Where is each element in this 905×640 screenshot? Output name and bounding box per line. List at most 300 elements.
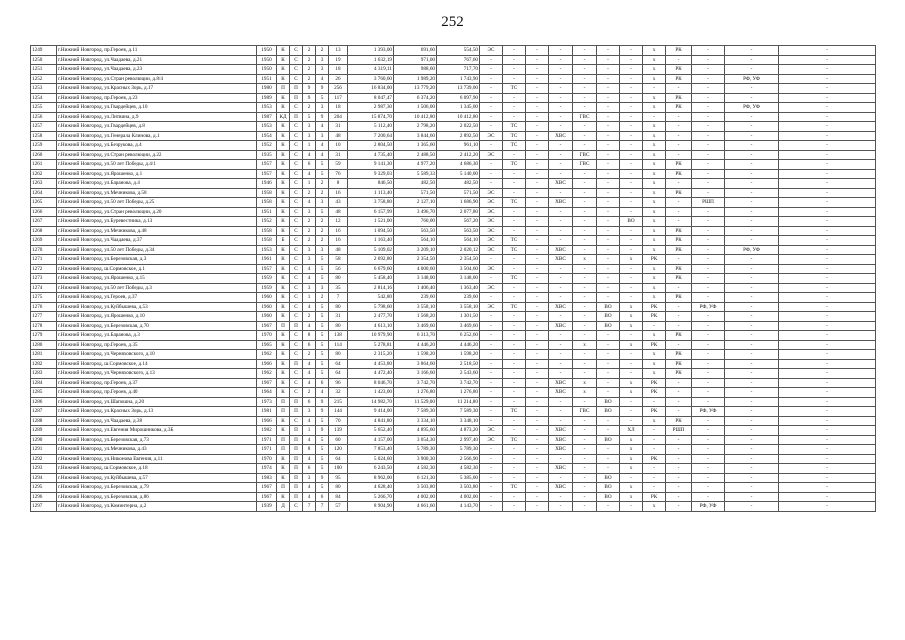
table-row <box>31 312 876 322</box>
table-cell: - <box>503 55 526 65</box>
table-cell: ХВС <box>549 388 573 398</box>
table-cell: - <box>725 293 779 303</box>
table-cell: - <box>597 283 620 293</box>
table-cell: 1950 <box>257 65 277 75</box>
table-cell: - <box>480 397 503 407</box>
table-cell: П <box>290 464 303 474</box>
table-cell: 14 982,70 <box>348 397 394 407</box>
table-cell: 3 054,30 <box>394 435 437 445</box>
table-cell: 4 <box>316 74 329 84</box>
table-cell: 1257 <box>31 122 57 132</box>
table-cell: - <box>526 407 549 417</box>
table-cell: ТС <box>503 131 526 141</box>
table-cell: 2 <box>303 74 316 84</box>
table-cell: К <box>277 378 290 388</box>
table-cell: - <box>666 321 692 331</box>
table-cell: РК <box>643 312 666 322</box>
table-cell: - <box>503 264 526 274</box>
table-cell: К <box>277 293 290 303</box>
table-cell: С <box>290 378 303 388</box>
table-cell: 5 266,70 <box>348 492 394 502</box>
table-cell: - <box>597 502 620 512</box>
table-cell: 2 412,20 <box>437 150 480 160</box>
table-cell: 3 <box>303 122 316 132</box>
table-cell: - <box>692 188 725 198</box>
table-cell: - <box>692 207 725 217</box>
table-cell: - <box>549 103 573 113</box>
table-cell: г.Нижний Новгород, ул.Гвардейцев, д.10 <box>57 103 257 113</box>
table-cell: г.Нижний Новгород, ул.50 лет Победы, д.25 <box>57 198 257 208</box>
table-cell: г.Нижний Новгород, ш.Сормовское, д.1 <box>57 264 257 274</box>
table-cell: - <box>480 483 503 493</box>
table-cell: 11 529,00 <box>394 397 437 407</box>
table-cell: - <box>549 331 573 341</box>
table-cell: - <box>480 416 503 426</box>
table-cell: 4 <box>303 274 316 284</box>
table-cell: С <box>290 207 303 217</box>
table-cell: 2 566,90 <box>437 454 480 464</box>
table-cell: - <box>597 236 620 246</box>
table-cell: г.Нижний Новгород, ул.Черняховского, д.10 <box>57 350 257 360</box>
table-cell: 9 <box>316 397 329 407</box>
table-cell: - <box>480 454 503 464</box>
table-cell: К <box>277 65 290 75</box>
table-cell: ЭС <box>480 131 503 141</box>
table-cell: 2 814,16 <box>348 283 394 293</box>
table-cell: 96 <box>329 378 348 388</box>
table-cell: 5 <box>316 483 329 493</box>
table-cell: - <box>526 274 549 284</box>
table-cell: - <box>526 188 549 198</box>
table-cell: - <box>779 502 876 512</box>
table-cell: - <box>620 283 643 293</box>
table-cell: - <box>779 426 876 436</box>
table-cell: - <box>666 198 692 208</box>
table-cell: 1291 <box>31 445 57 455</box>
table-cell: - <box>526 55 549 65</box>
table-cell: 4 873,20 <box>437 426 480 436</box>
table-cell: ХВС <box>549 378 573 388</box>
table-cell: 1289 <box>31 426 57 436</box>
table-cell: - <box>779 264 876 274</box>
table-cell: 6 097,90 <box>437 93 480 103</box>
table-cell: - <box>549 150 573 160</box>
table-row <box>31 283 876 293</box>
table-cell: 1 989,20 <box>394 74 437 84</box>
table-cell: х <box>643 207 666 217</box>
table-cell: г.Нижний Новгород, ул.Шапошна, д.20 <box>57 397 257 407</box>
table-cell: 9 <box>316 473 329 483</box>
table-cell: - <box>725 502 779 512</box>
table-cell: 1953 <box>257 103 277 113</box>
table-cell: г.Нижний Новгород, ул.Литвина, д.9 <box>57 112 257 122</box>
table-cell: 1 568,20 <box>394 312 437 322</box>
table-cell: - <box>643 464 666 474</box>
table-cell: 48 <box>329 131 348 141</box>
table-cell: - <box>573 74 597 84</box>
table-cell: 1255 <box>31 103 57 113</box>
table-cell: РК <box>666 65 692 75</box>
table-cell: - <box>503 388 526 398</box>
table-cell: 26 <box>329 74 348 84</box>
table-cell: К <box>277 264 290 274</box>
table-cell: - <box>643 397 666 407</box>
table-cell: - <box>692 454 725 464</box>
table-cell: - <box>503 103 526 113</box>
table-cell: - <box>692 331 725 341</box>
table-cell: 3 758,80 <box>348 198 394 208</box>
table-cell: - <box>779 188 876 198</box>
table-cell: 11 214,80 <box>437 397 480 407</box>
table-cell: 1966 <box>257 416 277 426</box>
table-cell: - <box>692 312 725 322</box>
table-cell: - <box>692 426 725 436</box>
table-cell: ХВС <box>549 198 573 208</box>
table-cell: ХВС <box>549 255 573 265</box>
table-cell: - <box>779 207 876 217</box>
table-cell: 3 <box>303 131 316 141</box>
table-cell: П <box>277 435 290 445</box>
table-cell: - <box>526 179 549 189</box>
table-cell: 1960 <box>257 293 277 303</box>
table-cell: ВО <box>597 473 620 483</box>
table-cell: 5 109,02 <box>348 245 394 255</box>
table-cell: 1292 <box>31 454 57 464</box>
table-cell: х <box>643 103 666 113</box>
table-cell: - <box>620 502 643 512</box>
table-cell: - <box>503 454 526 464</box>
table-cell: - <box>779 340 876 350</box>
table-cell: - <box>526 445 549 455</box>
table-cell: - <box>597 464 620 474</box>
table-cell: - <box>725 407 779 417</box>
table-cell: - <box>620 359 643 369</box>
table-cell: - <box>597 122 620 132</box>
table-cell: ЭС <box>480 245 503 255</box>
table-cell: К <box>277 169 290 179</box>
table-cell: ЭС <box>480 198 503 208</box>
table-cell: С <box>290 264 303 274</box>
table-cell: - <box>480 169 503 179</box>
table-cell: К <box>277 454 290 464</box>
table-cell: 56 <box>329 264 348 274</box>
table-cell: - <box>526 397 549 407</box>
table-cell: х <box>620 445 643 455</box>
table-cell: - <box>620 150 643 160</box>
table-cell: х <box>643 359 666 369</box>
table-cell: - <box>526 359 549 369</box>
table-cell: - <box>480 473 503 483</box>
table-cell: - <box>573 84 597 94</box>
table-cell: 4 <box>316 150 329 160</box>
table-row <box>31 416 876 426</box>
table-cell: - <box>549 65 573 75</box>
table-cell: 6 <box>303 160 316 170</box>
table-cell: 1282 <box>31 359 57 369</box>
table-cell: - <box>725 359 779 369</box>
table-cell: ВО <box>597 312 620 322</box>
table-cell: ХВС <box>549 131 573 141</box>
table-cell: 1274 <box>31 283 57 293</box>
table-cell: - <box>643 426 666 436</box>
table-cell: П <box>290 435 303 445</box>
table-cell: 7 853,40 <box>348 445 394 455</box>
table-cell: 16 <box>329 226 348 236</box>
table-cell: 3 742,70 <box>437 378 480 388</box>
table-cell: 1946 <box>257 179 277 189</box>
table-cell: П <box>290 407 303 417</box>
table-cell: 5 <box>316 312 329 322</box>
table-cell: 1 406,40 <box>394 283 437 293</box>
table-cell: - <box>666 55 692 65</box>
table-cell: - <box>620 141 643 151</box>
table-cell: - <box>573 179 597 189</box>
table-cell: 846,50 <box>348 179 394 189</box>
table-cell: 64 <box>329 454 348 464</box>
table-cell: С <box>290 131 303 141</box>
table-cell: Б <box>277 236 290 246</box>
table-cell: - <box>480 312 503 322</box>
table-cell: - <box>480 492 503 502</box>
table-cell: 1962 <box>257 369 277 379</box>
table-cell: 2 022,50 <box>437 122 480 132</box>
table-cell: г.Нижний Новгород, пр.Героев, д.23 <box>57 93 257 103</box>
table-cell: - <box>549 74 573 84</box>
table-cell: ТС <box>503 236 526 246</box>
table-cell: - <box>597 93 620 103</box>
table-cell: 1971 <box>257 435 277 445</box>
table-cell: К <box>277 131 290 141</box>
table-cell: П <box>290 84 303 94</box>
table-cell: 4 686,30 <box>437 160 480 170</box>
table-cell: - <box>725 169 779 179</box>
table-cell: - <box>779 435 876 445</box>
table-cell: 961,10 <box>437 141 480 151</box>
table-cell: - <box>692 473 725 483</box>
table-cell: 5 <box>316 264 329 274</box>
table-cell: 84 <box>329 492 348 502</box>
table-cell: х <box>643 150 666 160</box>
table-cell: 1 276,80 <box>437 388 480 398</box>
table-cell: 9 <box>303 84 316 94</box>
table-cell: 971,00 <box>394 55 437 65</box>
table-row <box>31 293 876 303</box>
table-row <box>31 84 876 94</box>
table-cell: - <box>692 264 725 274</box>
table-cell: РК <box>643 388 666 398</box>
table-cell: 6 <box>316 492 329 502</box>
table-cell: - <box>779 217 876 227</box>
table-cell: - <box>503 426 526 436</box>
table-cell: - <box>666 473 692 483</box>
table-cell: 9 <box>316 112 329 122</box>
table-cell: - <box>620 236 643 246</box>
table-cell: П <box>290 321 303 331</box>
table-cell: 3 <box>303 255 316 265</box>
table-cell: РШП <box>666 426 692 436</box>
table-cell: ВО <box>620 217 643 227</box>
table-cell: х <box>643 160 666 170</box>
table-cell: - <box>666 407 692 417</box>
table-cell: 3 503,80 <box>437 483 480 493</box>
table-cell: 2 488,50 <box>394 150 437 160</box>
table-cell: - <box>779 93 876 103</box>
table-cell: РК <box>666 274 692 284</box>
table-cell: - <box>725 483 779 493</box>
table-row <box>31 226 876 236</box>
table-cell: 144 <box>329 407 348 417</box>
table-cell: - <box>480 502 503 512</box>
table-cell: - <box>526 255 549 265</box>
table-cell: - <box>620 74 643 84</box>
table-cell: х <box>620 302 643 312</box>
table-cell: 4 319,11 <box>348 65 394 75</box>
table-cell: - <box>692 321 725 331</box>
table-cell: г.Нижний Новгород, ул.Березовская, д.73 <box>57 435 257 445</box>
table-cell: г.Нижний Новгород, ул.Стран революции, д.8/4 <box>57 74 257 84</box>
table-cell: - <box>692 397 725 407</box>
table-cell: - <box>549 293 573 303</box>
table-cell: 1261 <box>31 160 57 170</box>
table-cell: - <box>573 473 597 483</box>
table-cell: - <box>692 131 725 141</box>
table-cell: - <box>666 464 692 474</box>
table-cell: 2 <box>303 350 316 360</box>
table-cell: 1982 <box>257 426 277 436</box>
table-cell: г.Нижний Новгород, ул.Чаадаева, д.23 <box>57 65 257 75</box>
table-cell: 2 <box>303 226 316 236</box>
table-cell: - <box>549 359 573 369</box>
table-cell: 3 <box>316 55 329 65</box>
table-cell: 1970 <box>257 331 277 341</box>
table-cell: - <box>643 112 666 122</box>
table-cell: - <box>692 179 725 189</box>
table-cell: - <box>597 150 620 160</box>
table-cell: П <box>290 93 303 103</box>
table-cell: г.Нижний Новгород, ул.Коминтерна, д.2 <box>57 502 257 512</box>
table-cell: - <box>573 264 597 274</box>
table-cell: - <box>779 331 876 341</box>
table-cell: К <box>277 359 290 369</box>
table-cell: х <box>643 55 666 65</box>
table-cell: 1951 <box>257 74 277 84</box>
table-cell: - <box>573 397 597 407</box>
table-cell: 6 374,20 <box>394 93 437 103</box>
table-cell: П <box>290 426 303 436</box>
table-cell: - <box>725 236 779 246</box>
table-cell: г.Нижний Новгород, ул.Гвардейцев, д.8 <box>57 122 257 132</box>
table-cell: 80 <box>329 350 348 360</box>
table-cell: С <box>290 188 303 198</box>
table-cell: х <box>620 255 643 265</box>
table-cell: 1980 <box>257 84 277 94</box>
table-cell: - <box>692 245 725 255</box>
table-cell: К <box>277 274 290 284</box>
table-cell: 5 789,30 <box>437 445 480 455</box>
table-cell: 80 <box>329 302 348 312</box>
table-cell: 3 469,60 <box>437 321 480 331</box>
table-cell: 1966 <box>257 359 277 369</box>
table-cell: - <box>549 397 573 407</box>
table-cell: - <box>573 55 597 65</box>
table-cell: - <box>692 141 725 151</box>
table-cell: 2 354,50 <box>394 255 437 265</box>
table-cell: - <box>573 283 597 293</box>
table-cell: - <box>573 245 597 255</box>
table-cell: - <box>526 331 549 341</box>
table-cell: 48 <box>329 245 348 255</box>
table-cell: К <box>277 473 290 483</box>
table-cell: 1971 <box>257 445 277 455</box>
table-cell: г.Нижний Новгород, ул.Никонова Евгения, д.11 <box>57 454 257 464</box>
table-cell: - <box>503 74 526 84</box>
table-cell: - <box>503 188 526 198</box>
table-row <box>31 464 876 474</box>
table-cell: - <box>666 84 692 94</box>
table-cell: РК <box>666 93 692 103</box>
table-cell: ЭС <box>480 236 503 246</box>
table-cell: - <box>779 397 876 407</box>
table-cell: - <box>692 236 725 246</box>
table-cell: г.Нижний Новгород, ул.Героев, д.37 <box>57 293 257 303</box>
table-cell: 1950 <box>257 46 277 56</box>
table-cell: х <box>643 141 666 151</box>
table-cell: ХЛ <box>620 426 643 436</box>
table-cell: 482,50 <box>437 179 480 189</box>
table-cell: 3 <box>316 65 329 75</box>
table-cell: - <box>526 426 549 436</box>
table-cell: К <box>277 122 290 132</box>
table-cell: 7 <box>303 502 316 512</box>
table-cell: - <box>526 103 549 113</box>
table-cell: 5 <box>316 207 329 217</box>
table-cell: - <box>620 55 643 65</box>
table-cell: - <box>480 407 503 417</box>
table-cell: 215 <box>329 397 348 407</box>
table-cell: - <box>725 388 779 398</box>
table-cell: 15 874,70 <box>348 112 394 122</box>
table-cell: ХВС <box>549 445 573 455</box>
table-cell: х <box>620 388 643 398</box>
table-row <box>31 378 876 388</box>
table-cell: 1267 <box>31 217 57 227</box>
table-cell: - <box>725 188 779 198</box>
table-cell: х <box>643 169 666 179</box>
table-row <box>31 274 876 284</box>
table-cell: - <box>549 122 573 132</box>
table-cell: 138 <box>329 331 348 341</box>
table-cell: 9 <box>316 426 329 436</box>
table-cell: - <box>725 302 779 312</box>
table-cell: 564,10 <box>437 236 480 246</box>
table-cell: 5 <box>316 160 329 170</box>
table-cell: - <box>526 198 549 208</box>
table-cell: 4 <box>316 388 329 398</box>
table-cell: - <box>573 312 597 322</box>
table-cell: 563,50 <box>394 226 437 236</box>
table-cell: 3 166,60 <box>394 369 437 379</box>
table-cell: 4 841,80 <box>348 416 394 426</box>
table-cell: - <box>597 198 620 208</box>
table-cell: - <box>526 388 549 398</box>
table-cell: - <box>526 122 549 132</box>
table-cell: 5 <box>316 340 329 350</box>
table-cell: г.Нижний Новгород, ул.50 лет Победы, д.4/1 <box>57 160 257 170</box>
table-cell: - <box>573 46 597 56</box>
table-cell: - <box>526 483 549 493</box>
table-cell: 120 <box>329 445 348 455</box>
table-cell: - <box>503 293 526 303</box>
